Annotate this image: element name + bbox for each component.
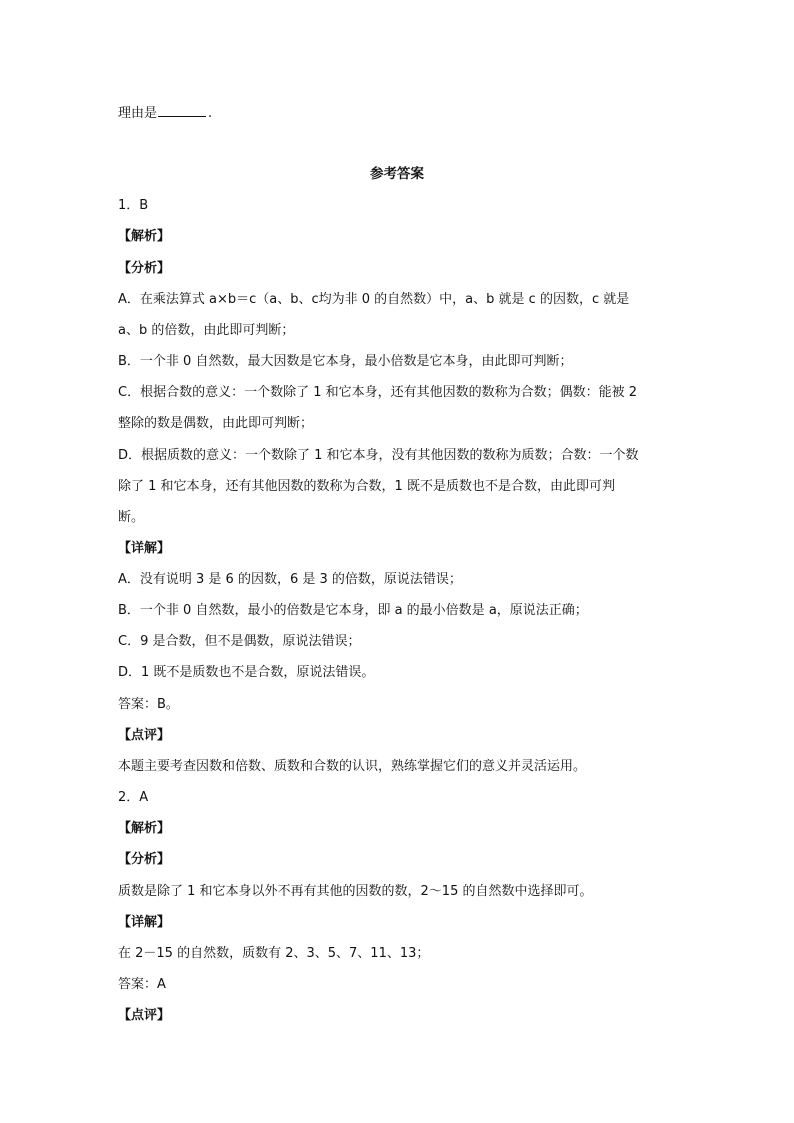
q1-fenxi-heading: 【分析】	[118, 261, 171, 276]
reason-suffix: .	[208, 106, 213, 121]
q1-detail-line: C．9 是合数，但不是偶数，原说法错误；	[118, 634, 361, 649]
q1-detail-line: A．没有说明 3 是 6 的因数，6 是 3 的倍数，原说法错误；	[118, 572, 462, 587]
q2-detail: 在 2－15 的自然数，质数有 2、3、5、7、11、13；	[118, 946, 430, 961]
answer-blank	[158, 105, 206, 117]
q1-analysis-line: C．根据合数的意义：一个数除了 1 和它本身，还有其他因数的数称为合数；偶数：能被 2	[118, 385, 638, 400]
q1-detail-line: D．1 既不是质数也不是合数，原说法错误。	[118, 665, 375, 680]
q1-answer: 答案：B。	[118, 697, 179, 712]
q1-analysis-line: a、b 的倍数，由此即可判断；	[118, 323, 295, 338]
section-title: 参考答案	[370, 166, 424, 182]
q1-analysis-line: B．一个非 0 自然数，最大因数是它本身，最小倍数是它本身，由此即可判断；	[118, 354, 573, 369]
q1-analysis-line: 除了 1 和它本身，还有其他因数的数称为合数，1 既不是质数也不是合数，由此即可判	[118, 479, 615, 494]
q2-number: 2．A	[118, 790, 149, 805]
reason-prefix: 理由是	[118, 106, 158, 121]
q1-analysis-line: 整除的数是偶数，由此即可判断；	[118, 416, 314, 431]
q2-jiexi-heading: 【解析】	[118, 821, 171, 836]
q1-detail-line: B．一个非 0 自然数，最小的倍数是它本身，即 a 的最小倍数是 a，原说法正确；	[118, 603, 588, 618]
q1-analysis-line: 断。	[118, 510, 145, 525]
q2-analysis: 质数是除了 1 和它本身以外不再有其他的因数的数，2～15 的自然数中选择即可。	[118, 884, 593, 899]
q1-dianping-heading: 【点评】	[118, 728, 171, 743]
q2-fenxi-heading: 【分析】	[118, 852, 171, 867]
q1-number: 1．B	[118, 198, 149, 213]
q1-comment: 本题主要考查因数和倍数、质数和合数的认识，熟练掌握它们的意义并灵活运用。	[118, 759, 587, 774]
reason-line	[118, 105, 212, 122]
q1-analysis-line: A．在乘法算式 a×b＝c（a、b、c均为非 0 的自然数）中，a、b 就是 c 的因数，c 就是	[118, 292, 630, 307]
q2-dianping-heading: 【点评】	[118, 1008, 171, 1023]
q2-answer: 答案：A	[118, 977, 166, 992]
q1-jiexi-heading: 【解析】	[118, 229, 171, 244]
q1-analysis-line: D．根据质数的意义：一个数除了 1 和它本身，没有其他因数的数称为质数；合数：一个数	[118, 448, 639, 463]
q2-xiangjie-heading: 【详解】	[118, 915, 171, 930]
q1-xiangjie-heading: 【详解】	[118, 541, 171, 556]
